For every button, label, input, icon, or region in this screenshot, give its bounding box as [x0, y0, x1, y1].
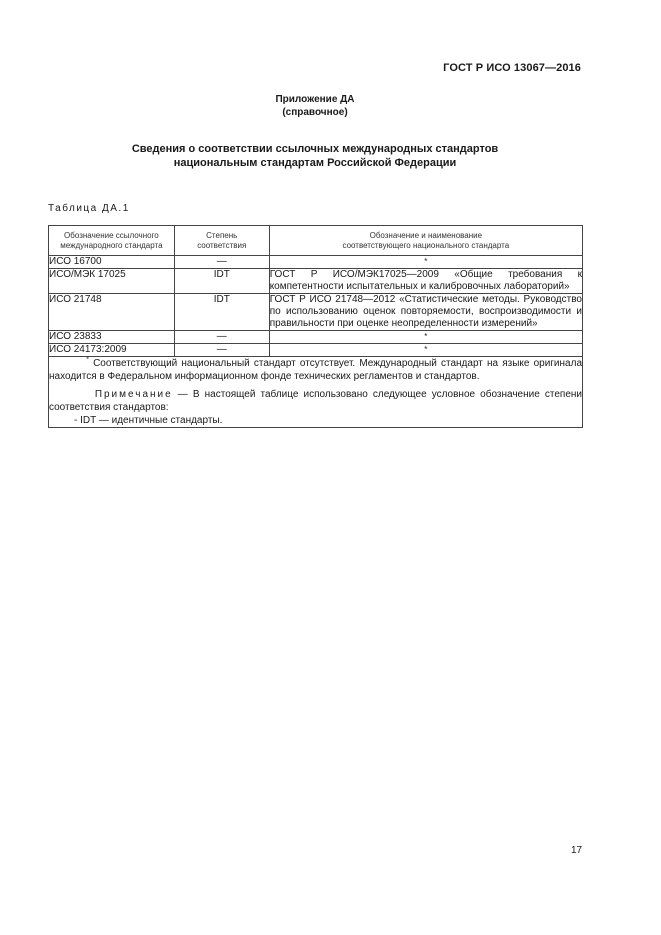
note-item — [49, 414, 582, 427]
cell-national: * — [269, 331, 582, 344]
cell-degree: — — [174, 256, 269, 269]
note — [49, 388, 582, 414]
footnote-mark: * — [86, 356, 89, 364]
note-item-text: - IDT — идентичные стандарты. — [74, 415, 223, 426]
cell-national: ГОСТ Р ИСО/МЭК17025—2009 «Общие требования к компетентности испытательных и калибровочных лабораторий» — [269, 269, 582, 292]
appendix-subtitle: (справочное) — [282, 107, 348, 118]
table-notes-row — [49, 357, 583, 428]
heading-line-1: Сведения о соответствии ссылочных международных стандартов — [131, 143, 499, 155]
cell-ref: ИСО 24173:2009 — [49, 344, 175, 357]
section-heading — [0, 142, 630, 170]
table-caption: Таблица ДА.1 — [48, 203, 130, 214]
heading-line-2: национальным стандартам Российской Федерации — [173, 157, 457, 169]
footnote — [49, 357, 582, 383]
document-code: ГОСТ Р ИСО 13067—2016 — [443, 62, 581, 74]
footnote-text: Соответствующий национальный стандарт отсутствует. Международный стандарт на языке оригинала находится в Федеральном информационном фонде технических регламентов и стандартов. — [49, 358, 583, 382]
page-number: 17 — [571, 845, 583, 856]
column-header-ref-line-2: международного стандарта — [60, 241, 163, 250]
appendix-title: Приложение ДА — [275, 94, 355, 105]
column-header-degree — [174, 226, 269, 256]
column-header-national — [269, 226, 582, 256]
column-header-degree-line-1: Степень — [206, 231, 238, 240]
cell-degree: — — [174, 344, 269, 357]
column-header-ref-line-1: Обозначение ссылочного — [64, 231, 159, 240]
cell-ref: ИСО 23833 — [49, 331, 175, 344]
table-header-row — [49, 226, 583, 256]
column-header-national-line-1: Обозначение и наименование — [369, 231, 483, 240]
cell-ref: ИСО 21748 — [49, 294, 175, 331]
column-header-ref — [49, 226, 175, 256]
note-label: Примечание — [94, 389, 173, 400]
cell-ref: ИСО 16700 — [49, 256, 175, 269]
appendix-title-block — [0, 93, 630, 119]
note-text: — В настоящей таблице использовано следующее условное обозначение степени соответствия стандартов: — [49, 389, 582, 413]
table-row — [49, 256, 583, 269]
cell-national: * — [269, 344, 582, 357]
cell-degree: IDT — [174, 294, 269, 331]
table-row — [49, 294, 583, 331]
column-header-national-line-2: соответствующего национального стандарта — [342, 241, 510, 250]
table-row — [49, 331, 583, 344]
cell-national: ГОСТ Р ИСО 21748—2012 «Статистические методы. Руководство по использованию оценок повторяемости, воспроизводимости и правильности при оценке неопределенности измерений» — [269, 294, 582, 329]
cell-degree: — — [174, 331, 269, 344]
correspondence-table — [48, 225, 583, 428]
cell-national: * — [269, 256, 582, 269]
table-notes — [49, 357, 583, 428]
table-row — [49, 344, 583, 357]
table-row — [49, 269, 583, 294]
cell-ref: ИСО/МЭК 17025 — [49, 269, 175, 294]
column-header-degree-line-2: соответствия — [197, 241, 247, 250]
cell-degree: IDT — [174, 269, 269, 294]
